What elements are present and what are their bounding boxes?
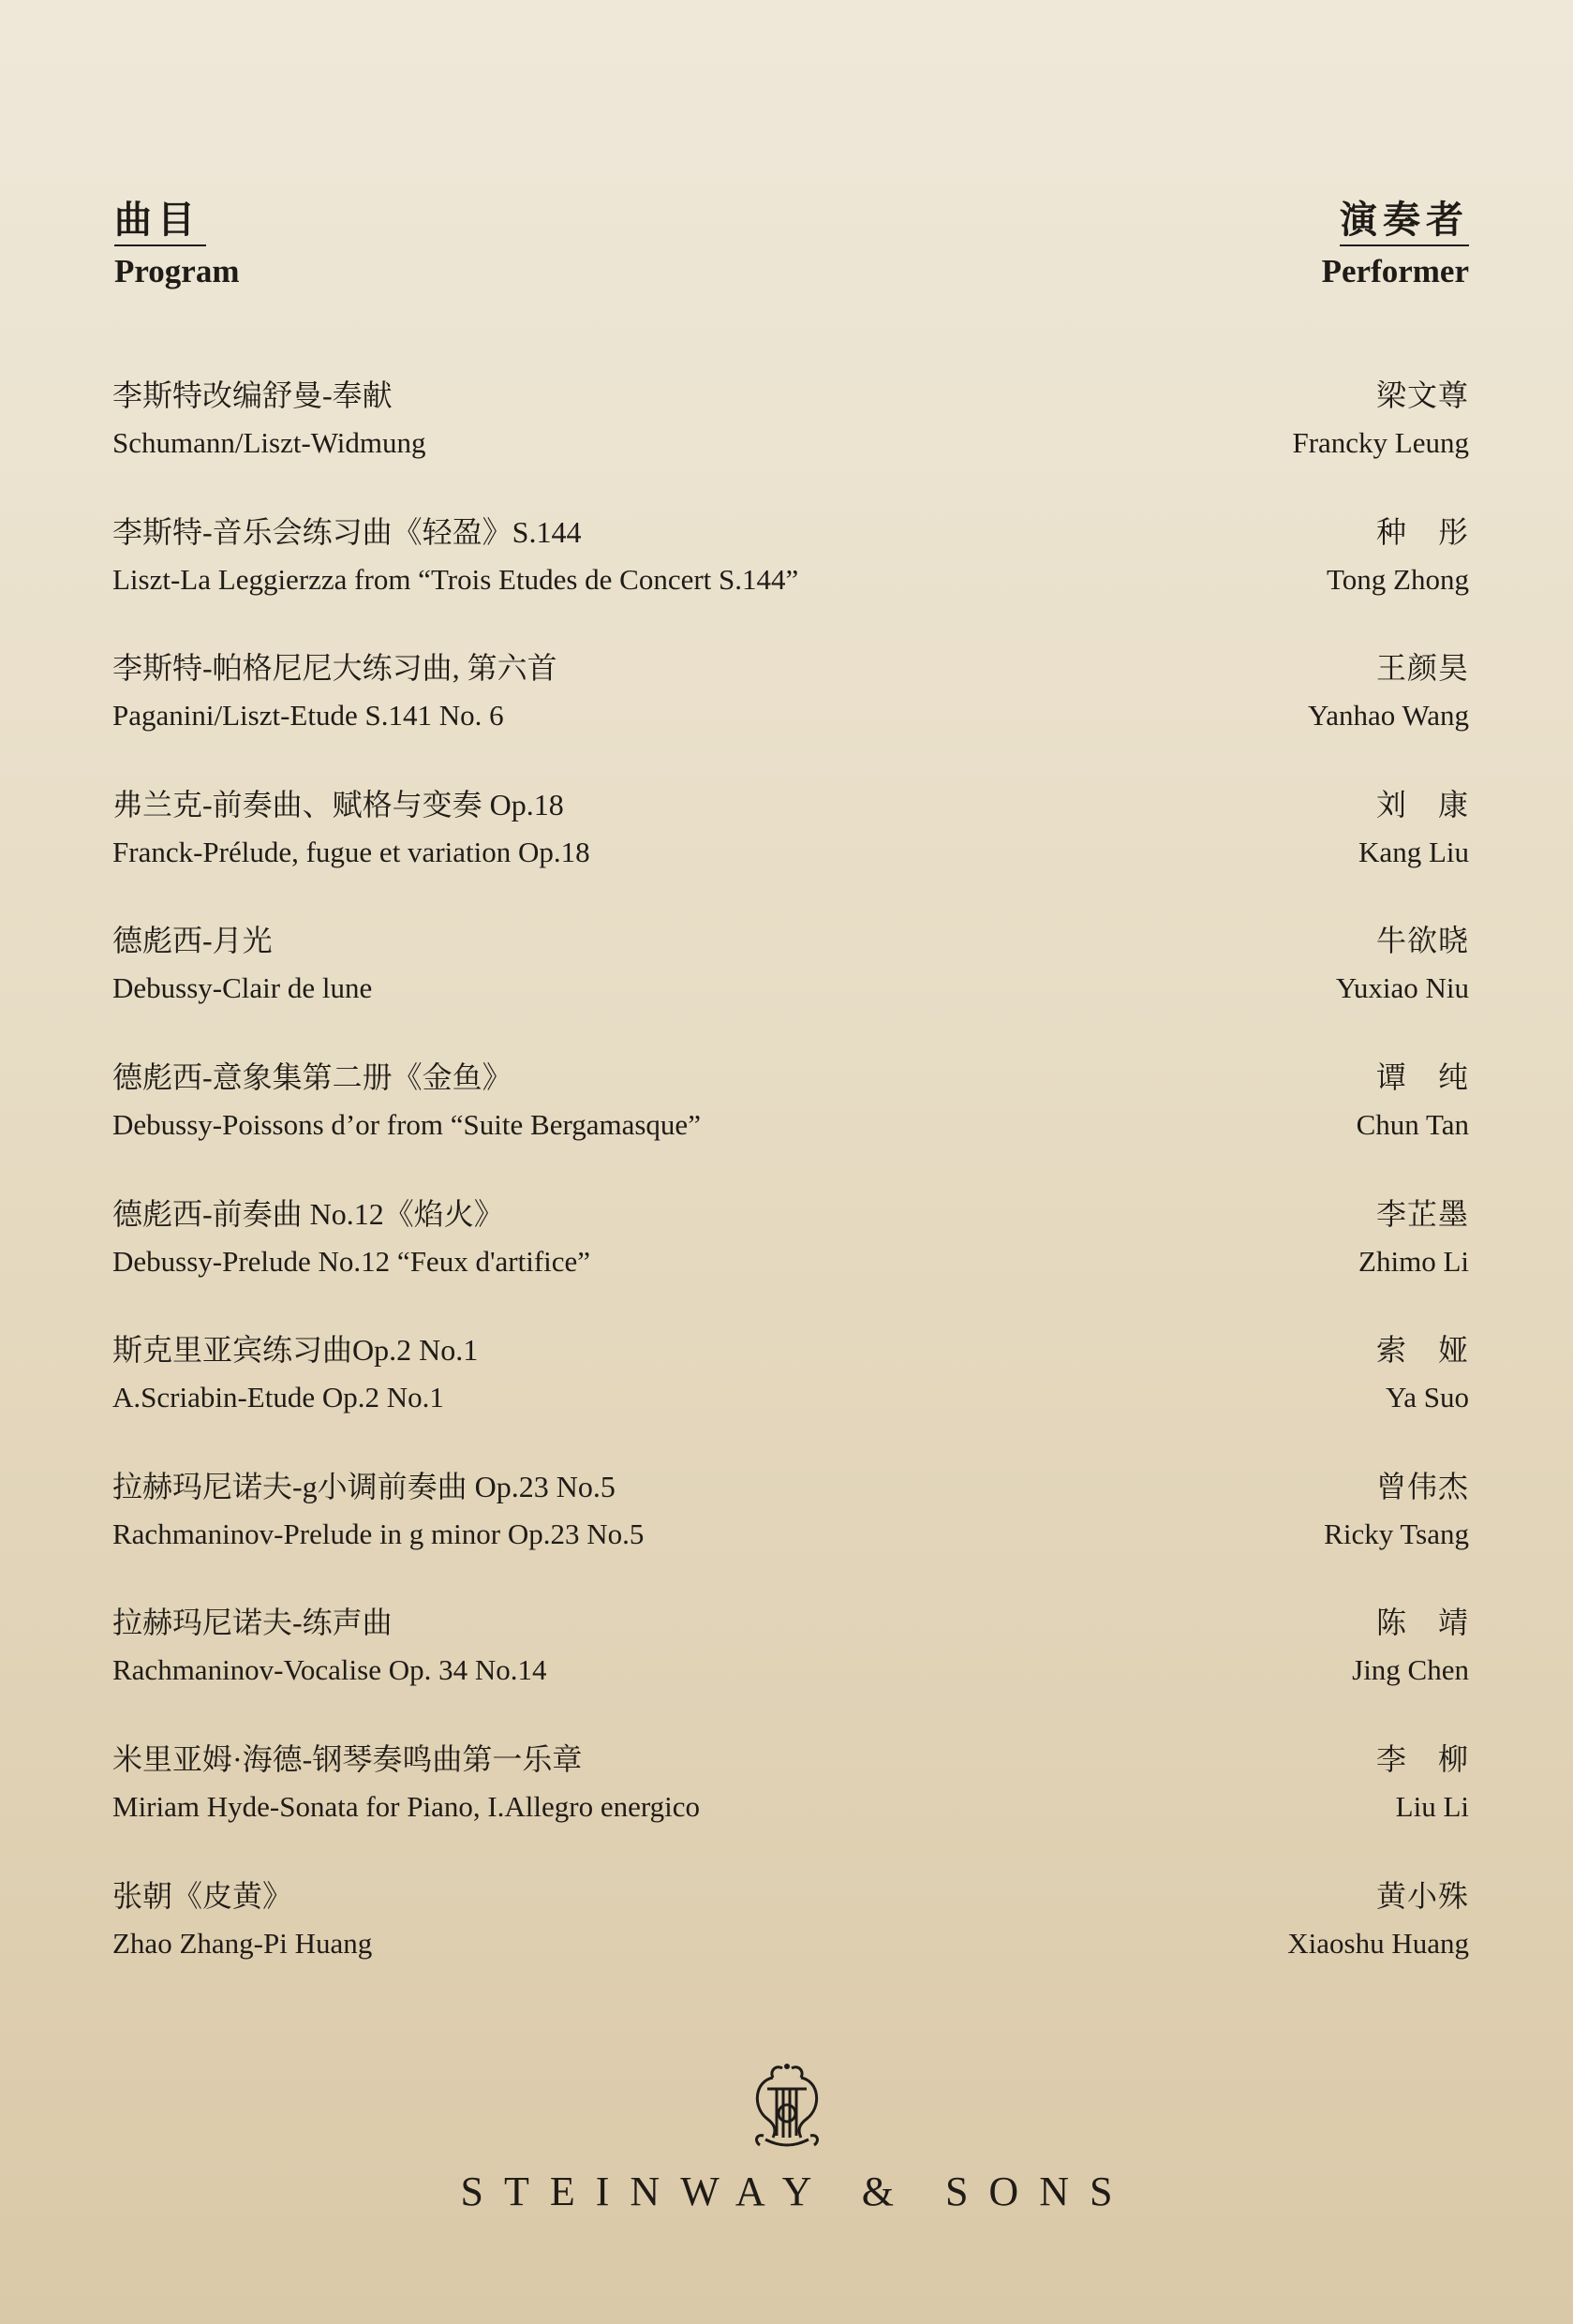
piece: [112, 920, 372, 1009]
performer-name-en: Kang Liu: [1358, 835, 1469, 868]
piece-title-zh: 李斯特-帕格尼尼大练习曲, 第六首: [112, 651, 557, 686]
performer-name-zh: 黄小殊: [1375, 1878, 1469, 1913]
performer: [1308, 647, 1469, 736]
steinway-logo: [0, 2061, 1573, 2213]
performer-name-zh: 刘 康: [1375, 787, 1469, 822]
program-row: [112, 1466, 1469, 1603]
performer-name-zh: 李 柳: [1375, 1741, 1469, 1776]
piece-title-en: Rachmaninov-Prelude in g minor Op.23 No.5: [112, 1517, 645, 1550]
piece: [112, 375, 426, 464]
steinway-lyre-icon: [745, 2061, 829, 2154]
performer-name-zh: 谭 纯: [1375, 1059, 1469, 1094]
piece: [112, 1602, 547, 1691]
piece-title-en: Miriam Hyde-Sonata for Piano, I.Allegro energico: [112, 1789, 701, 1823]
piece-title-en: A.Scriabin-Etude Op.2 No.1: [112, 1381, 444, 1414]
performer: [1357, 1057, 1469, 1146]
program-row: [112, 647, 1469, 784]
program-header-zh: 曲目: [114, 201, 206, 246]
piece-title-zh: 德彪西-月光: [112, 924, 273, 958]
performer-name-en: Jing Chen: [1352, 1653, 1469, 1687]
performer-name-en: Tong Zhong: [1327, 562, 1469, 596]
performer: [1376, 1329, 1469, 1418]
piece: [112, 1193, 590, 1282]
piece-title-zh: 德彪西-意象集第二册《金鱼》: [112, 1059, 512, 1094]
program-row: [112, 1602, 1469, 1739]
piece-title-zh: 李斯特-音乐会练习曲《轻盈》S.144: [112, 514, 582, 549]
performer-name-zh: 梁文尊: [1375, 378, 1469, 412]
performer: [1352, 1602, 1469, 1691]
program-header-en: Program: [114, 253, 240, 289]
program-row: [112, 511, 1469, 648]
performer-name-zh: 李芷墨: [1375, 1196, 1469, 1231]
piece-title-en: Debussy-Poissons d’or from “Suite Bergamasque”: [112, 1107, 701, 1141]
program-row: [112, 375, 1469, 511]
performer-name-en: Yanhao Wang: [1307, 699, 1469, 733]
piece: [112, 647, 557, 736]
piece-title-zh: 德彪西-前奏曲 No.12《焰火》: [112, 1196, 504, 1231]
piece: [112, 1329, 478, 1418]
piece-title-en: Zhao Zhang-Pi Huang: [112, 1926, 373, 1960]
piece-title-zh: 拉赫玛尼诺夫-g小调前奏曲 Op.23 No.5: [112, 1469, 616, 1503]
piece-title-en: Debussy-Clair de lune: [112, 971, 373, 1005]
piece: [112, 1057, 701, 1146]
program-row: [112, 1875, 1469, 2012]
piece-title-en: Franck-Prélude, fugue et variation Op.18: [112, 835, 590, 868]
program-row: [112, 1057, 1469, 1193]
piece-title-zh: 米里亚姆·海德-钢琴奏鸣曲第一乐章: [112, 1741, 583, 1776]
piece-title-zh: 拉赫玛尼诺夫-练声曲: [112, 1606, 393, 1640]
performer: [1336, 920, 1469, 1009]
performer: [1358, 784, 1469, 873]
performer: [1324, 1466, 1469, 1555]
piece: [112, 1875, 372, 1964]
performer-name-en: Chun Tan: [1356, 1107, 1469, 1141]
performer-header: [1322, 201, 1469, 290]
piece-title-en: Schumann/Liszt-Widmung: [112, 426, 426, 459]
program-header: [114, 201, 239, 290]
piece-title-en: Debussy-Prelude No.12 “Feux d'artifice”: [112, 1244, 591, 1278]
performer-header-zh: 演奏者: [1340, 201, 1469, 246]
performer-name-en: Liu Li: [1395, 1789, 1469, 1823]
piece-title-zh: 弗兰克-前奏曲、赋格与变奏 Op.18: [112, 787, 564, 822]
piece: [112, 1466, 644, 1555]
piece-title-zh: 张朝《皮黄》: [112, 1878, 293, 1913]
performer-name-zh: 种 彤: [1375, 514, 1469, 549]
piece-title-zh: 斯克里亚宾练习曲Op.2 No.1: [112, 1333, 479, 1368]
performer: [1287, 1875, 1469, 1964]
piece-title-en: Liszt-La Leggierzza from “Trois Etudes de Concert S.144”: [112, 562, 799, 596]
brand-name: STEINWAY & SONS: [460, 2169, 1134, 2214]
performer-name-en: Ricky Tsang: [1324, 1517, 1469, 1550]
program-row: [112, 920, 1469, 1057]
performer-name-en: Francky Leung: [1292, 426, 1469, 459]
program-row: [112, 784, 1469, 921]
performer: [1292, 375, 1469, 464]
performer-name-zh: 陈 靖: [1375, 1606, 1469, 1640]
piece-title-zh: 李斯特改编舒曼-奉献: [112, 378, 393, 412]
performer-name-zh: 索 娅: [1375, 1333, 1469, 1368]
performer-name-zh: 曾伟杰: [1375, 1469, 1469, 1503]
program-row: [112, 1193, 1469, 1330]
performer-name-en: Zhimo Li: [1358, 1244, 1469, 1278]
piece: [112, 511, 798, 600]
piece-title-en: Paganini/Liszt-Etude S.141 No. 6: [112, 699, 504, 733]
performer-name-en: Xiaoshu Huang: [1287, 1926, 1469, 1960]
program-row: [112, 1739, 1469, 1875]
performer-name-en: Yuxiao Niu: [1335, 971, 1469, 1005]
performer-header-en: Performer: [1321, 253, 1469, 289]
program-row: [112, 1329, 1469, 1466]
program-list: [112, 375, 1469, 2011]
piece-title-en: Rachmaninov-Vocalise Op. 34 No.14: [112, 1653, 547, 1687]
piece: [112, 1739, 700, 1828]
performer-name-zh: 王颜昊: [1375, 651, 1469, 686]
performer: [1358, 1193, 1469, 1282]
performer: [1376, 1739, 1469, 1828]
performer-name-zh: 牛欲晓: [1375, 924, 1469, 958]
performer-name-en: Ya Suo: [1385, 1381, 1469, 1414]
piece: [112, 784, 590, 873]
performer: [1327, 511, 1469, 600]
